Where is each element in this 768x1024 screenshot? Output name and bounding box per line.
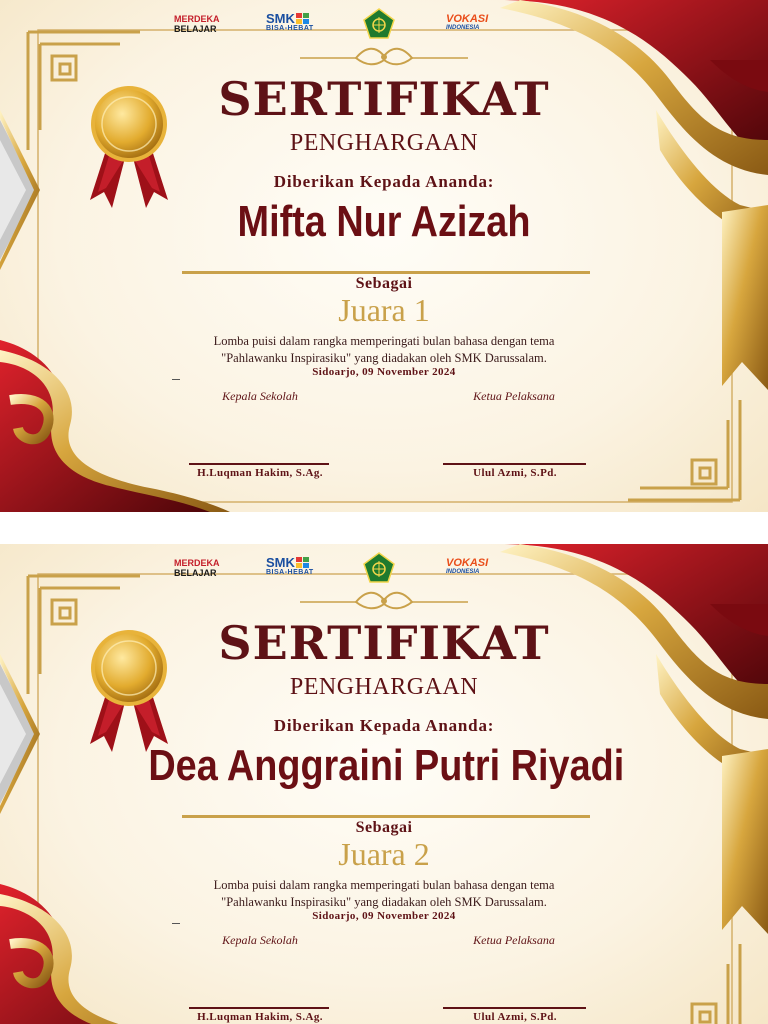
recipient-name: Dea Anggraini Putri Riyadi — [148, 741, 625, 790]
certificate-2 — [0, 544, 768, 1024]
partner-logos — [0, 552, 768, 588]
signature-line — [189, 463, 329, 465]
smk-bisa-hebat-logo: SMK BISA-HEBAT — [266, 555, 314, 576]
merdeka-belajar-logo: MERDEKA BELAJAR — [174, 558, 220, 578]
recipient-name: Mifta Nur Azizah — [237, 197, 531, 246]
certificate-subtitle: PENGHARGAAN — [289, 130, 479, 156]
role-principal: Kepala Sekolah — [222, 933, 298, 947]
signer-principal-name: H.Luqman Hakim, S.Ag. — [197, 467, 323, 479]
description — [150, 877, 618, 911]
role-committee-chair: Ketua Pelaksana — [473, 389, 555, 403]
as-label: Sebagai — [355, 819, 413, 836]
signature-line — [189, 1007, 329, 1009]
divider — [172, 923, 180, 924]
vokasi-indonesia-logo: VOKASI INDONESIA — [446, 557, 489, 575]
place-date: Sidoarjo, 09 November 2024 — [312, 910, 456, 922]
certificate-title: SERTIFIKAT — [218, 616, 550, 670]
rank-title: Juara 1 — [338, 292, 430, 328]
partner-logos — [0, 8, 768, 44]
smk-bisa-hebat-logo: SMK BISA-HEBAT — [266, 11, 314, 32]
divider — [172, 379, 180, 380]
given-to-label: Diberikan Kepada Ananda: — [273, 716, 495, 735]
name-underline — [182, 815, 590, 818]
signer-principal-name: H.Luqman Hakim, S.Ag. — [197, 1011, 323, 1023]
signature-line — [443, 463, 586, 465]
rank-title: Juara 2 — [338, 836, 430, 872]
description — [150, 333, 618, 367]
signer-chair-name: Ulul Azmi, S.Pd. — [473, 1011, 557, 1023]
signer-chair-name: Ulul Azmi, S.Pd. — [473, 467, 557, 479]
certificate-subtitle: PENGHARGAAN — [289, 674, 479, 700]
certificate-title: SERTIFIKAT — [218, 72, 550, 126]
merdeka-belajar-logo: MERDEKA BELAJAR — [174, 14, 220, 34]
description-line: "Pahlawanku Inspirasiku" yang diadakan oleh SMK Darussalam. — [221, 351, 547, 365]
vokasi-indonesia-logo: VOKASI INDONESIA — [446, 13, 489, 31]
name-underline — [182, 271, 590, 274]
description-line: Lomba puisi dalam rangka memperingati bulan bahasa dengan tema — [213, 334, 555, 348]
as-label: Sebagai — [355, 275, 413, 292]
description-line: "Pahlawanku Inspirasiku" yang diadakan oleh SMK Darussalam. — [221, 895, 547, 909]
signature-line — [443, 1007, 586, 1009]
description-line: Lomba puisi dalam rangka memperingati bulan bahasa dengan tema — [213, 878, 555, 892]
role-committee-chair: Ketua Pelaksana — [473, 933, 555, 947]
place-date: Sidoarjo, 09 November 2024 — [312, 366, 456, 378]
role-principal: Kepala Sekolah — [222, 389, 298, 403]
given-to-label: Diberikan Kepada Ananda: — [273, 172, 495, 191]
school-emblem-icon — [363, 8, 395, 40]
school-emblem-icon — [363, 552, 395, 584]
